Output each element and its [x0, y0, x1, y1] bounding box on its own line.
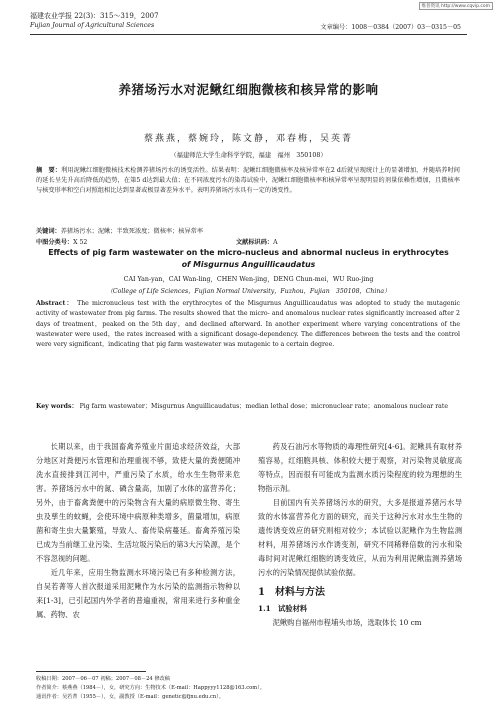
body-paragraph: 目前国内有关养猪场污水的研究，大多是报道养猪污水导致的水体富营养化方面的研究，而关于这种污水对水生生物的遗传诱变效应的研究则相对较少；本试验以泥鳅作为生物监测材料，用养猪场污水作诱变剂，研究不同稀释倍数的污水和染毒时间对泥鳅红细胞的诱变效应，从而为利用泥鳅监测养猪场污水的污染情况提供试验依据。 [258, 498, 462, 577]
abstract-cn-text: 利用泥鳅红细胞微核技术检测养猪场污水的诱变活性。结果表明：泥鳅红细胞微核率及核异常率在2 d后就呈现统计上的显著增加，并随培养时间的延长呈先升高后降低的趋势，在第5 d达到最大值；在不同浓度污水的染毒试验中，泥鳅红细胞微核率和核异常率呈现明显的剂量依赖性增加，且微核率与核变形率和空白对照组相比达到显著或极显著差异水平。表明养猪场污水具有一定的诱变性。 [36, 167, 460, 194]
footnote-author: 作者简介：蔡燕燕（1984－），女，研究方向：生物技术（E-mail：Happyyy1128@163.com）。 [36, 685, 265, 691]
footnote-rule [36, 671, 146, 672]
title-en-line2: of Misgurnus Anguillicaudatus [181, 260, 316, 269]
source-stamp: 维普资讯 http://www.cqvip.com [419, 2, 493, 10]
paper-title: 养猪场污水对泥鳅红细胞微核和核异常的影响 [118, 82, 379, 97]
abstract-cn [36, 166, 460, 196]
authors-en: CAI Yan-yan，CAI Wan-ling，CHEN Wen-jing，DENG Chun-mei，WU Ruo-jing [123, 276, 374, 283]
footnote-received: 收稿日期：2007－06－07 初稿；2007－08－24 修改稿 [36, 676, 170, 682]
keywords-cn-text: 养猪场污水；泥鳅；半致死浓度；微核率；核异常率 [60, 228, 204, 235]
keywords-en [36, 402, 460, 412]
abstract-en [36, 299, 460, 350]
body-right-column [258, 440, 462, 630]
footnote-corresponding: 通讯作者：吴若菁（1955－），女，副教授（E-mail：genetic@fjnu.edu.cn）。 [36, 694, 225, 700]
footnotes [36, 675, 265, 702]
doc-code-label: 文献标识码： [236, 239, 274, 246]
journal-name-en: Fujian Journal of Agricultural Sciences [30, 22, 155, 29]
abstract-en-label: Abstract： [36, 300, 74, 307]
body-left-column [36, 440, 240, 622]
journal-header [30, 12, 159, 30]
keywords-cn-label: 关键词： [36, 228, 61, 235]
class-label: 中图分类号： [36, 239, 74, 246]
section-heading: 1 材料与方法 [258, 587, 325, 598]
abstract-cn-label: 摘 要： [36, 167, 62, 174]
abstract-en-text: The micronucleus test with the erythrocytes of the Misgurnus Anguillicaudatus was adopted to study the mutagenic activity of wastewater from pig farms. The results showed that the micro- and anomalous nuclear rates significantly increased after 2 days of treatment，peaked on the 5th day，and declined afterward. In another experiment where varying concentrations of the wastewater were used，the rates increased with a significant dosage-dependency. The differences between the tests and the control were very significant，indicating that pig farm wastewater was mutagenic to a certain degree. [36, 300, 461, 349]
body-paragraph: 近几年来，应用生物监测水环境污染已有多种检测方法，自吴若菁等人首次报道采用泥鳅作为水污染的监测指示物种以来[1-3]，已引起国内外学者的普遍重视，常用来进行多种重金属、药物、农 [36, 568, 240, 619]
journal-name-cn: 福建农业学报 22(3)：315～319，2007 [30, 12, 159, 20]
body-paragraph: 泥鳅购自福州市程埔头市场，选取体长 10 cm [272, 618, 422, 627]
body-paragraph: 药及石油污水等物质的毒理性研究[4-6]。泥鳅具有取材养殖容易，红细胞具核、体积较大便于观察，对污染物灵敏度高等特点，因而很有可能成为监测水质污染程度的较为理想的生物指示剂。 [258, 442, 462, 493]
body-paragraph: 长期以来，由于我国畜禽养殖业片面追求经济效益，大部分地区对粪便污水管理和治理重视不够，致使大量的粪便随冲洗水直接排到江河中，严重污染了水质，给水生生物带来危害。养猪场污水中的氮、磷含量高，加剧了水体的富营养化；另外，由于畜禽粪便中的污染物含有大量的病原微生物、寄生虫及孳生的蚊蝇，会使环境中病原种类增多，菌量增加，病原菌和寄生虫大量繁殖，导致人、畜传染病蔓延。畜禽养殖污染已成为当前继工业污染、生活垃圾污染后的第3大污染源，是个不容忽视的问题。 [36, 442, 240, 563]
paper-title-en [0, 247, 497, 271]
keywords-en-label: Key words： [36, 403, 78, 410]
header-rule [30, 34, 467, 35]
document-number: 文章编号：1008－0384（2007）03－0315－05 [320, 24, 461, 31]
class-value: X 52 [73, 239, 88, 246]
keywords-en-text: Pig farm wastewater；Misgurnus Anguillicaudatus；median lethal dose；micronuclear rate；anomalous nuclear rate [79, 403, 448, 410]
affiliation-en: （College of Life Sciences，Fujian Normal University，Fuzhou，Fujian 350108，China） [106, 288, 391, 295]
subsection-heading: 1.1 试验材料 [258, 604, 308, 613]
keywords-cn [36, 226, 203, 235]
classification-row [36, 237, 460, 246]
affiliation-cn: （福建师范大学生命科学学院，福建 福州 350108） [170, 152, 327, 159]
doc-code-value: A [273, 239, 278, 246]
authors-cn: 蔡燕燕，蔡婉玲，陈文静，邓春梅，吴英菁 [143, 134, 353, 144]
title-en-line1: Effects of pig farm wastewater on the micro-nucleus and abnormal nucleus in erythrocytes [48, 248, 449, 257]
